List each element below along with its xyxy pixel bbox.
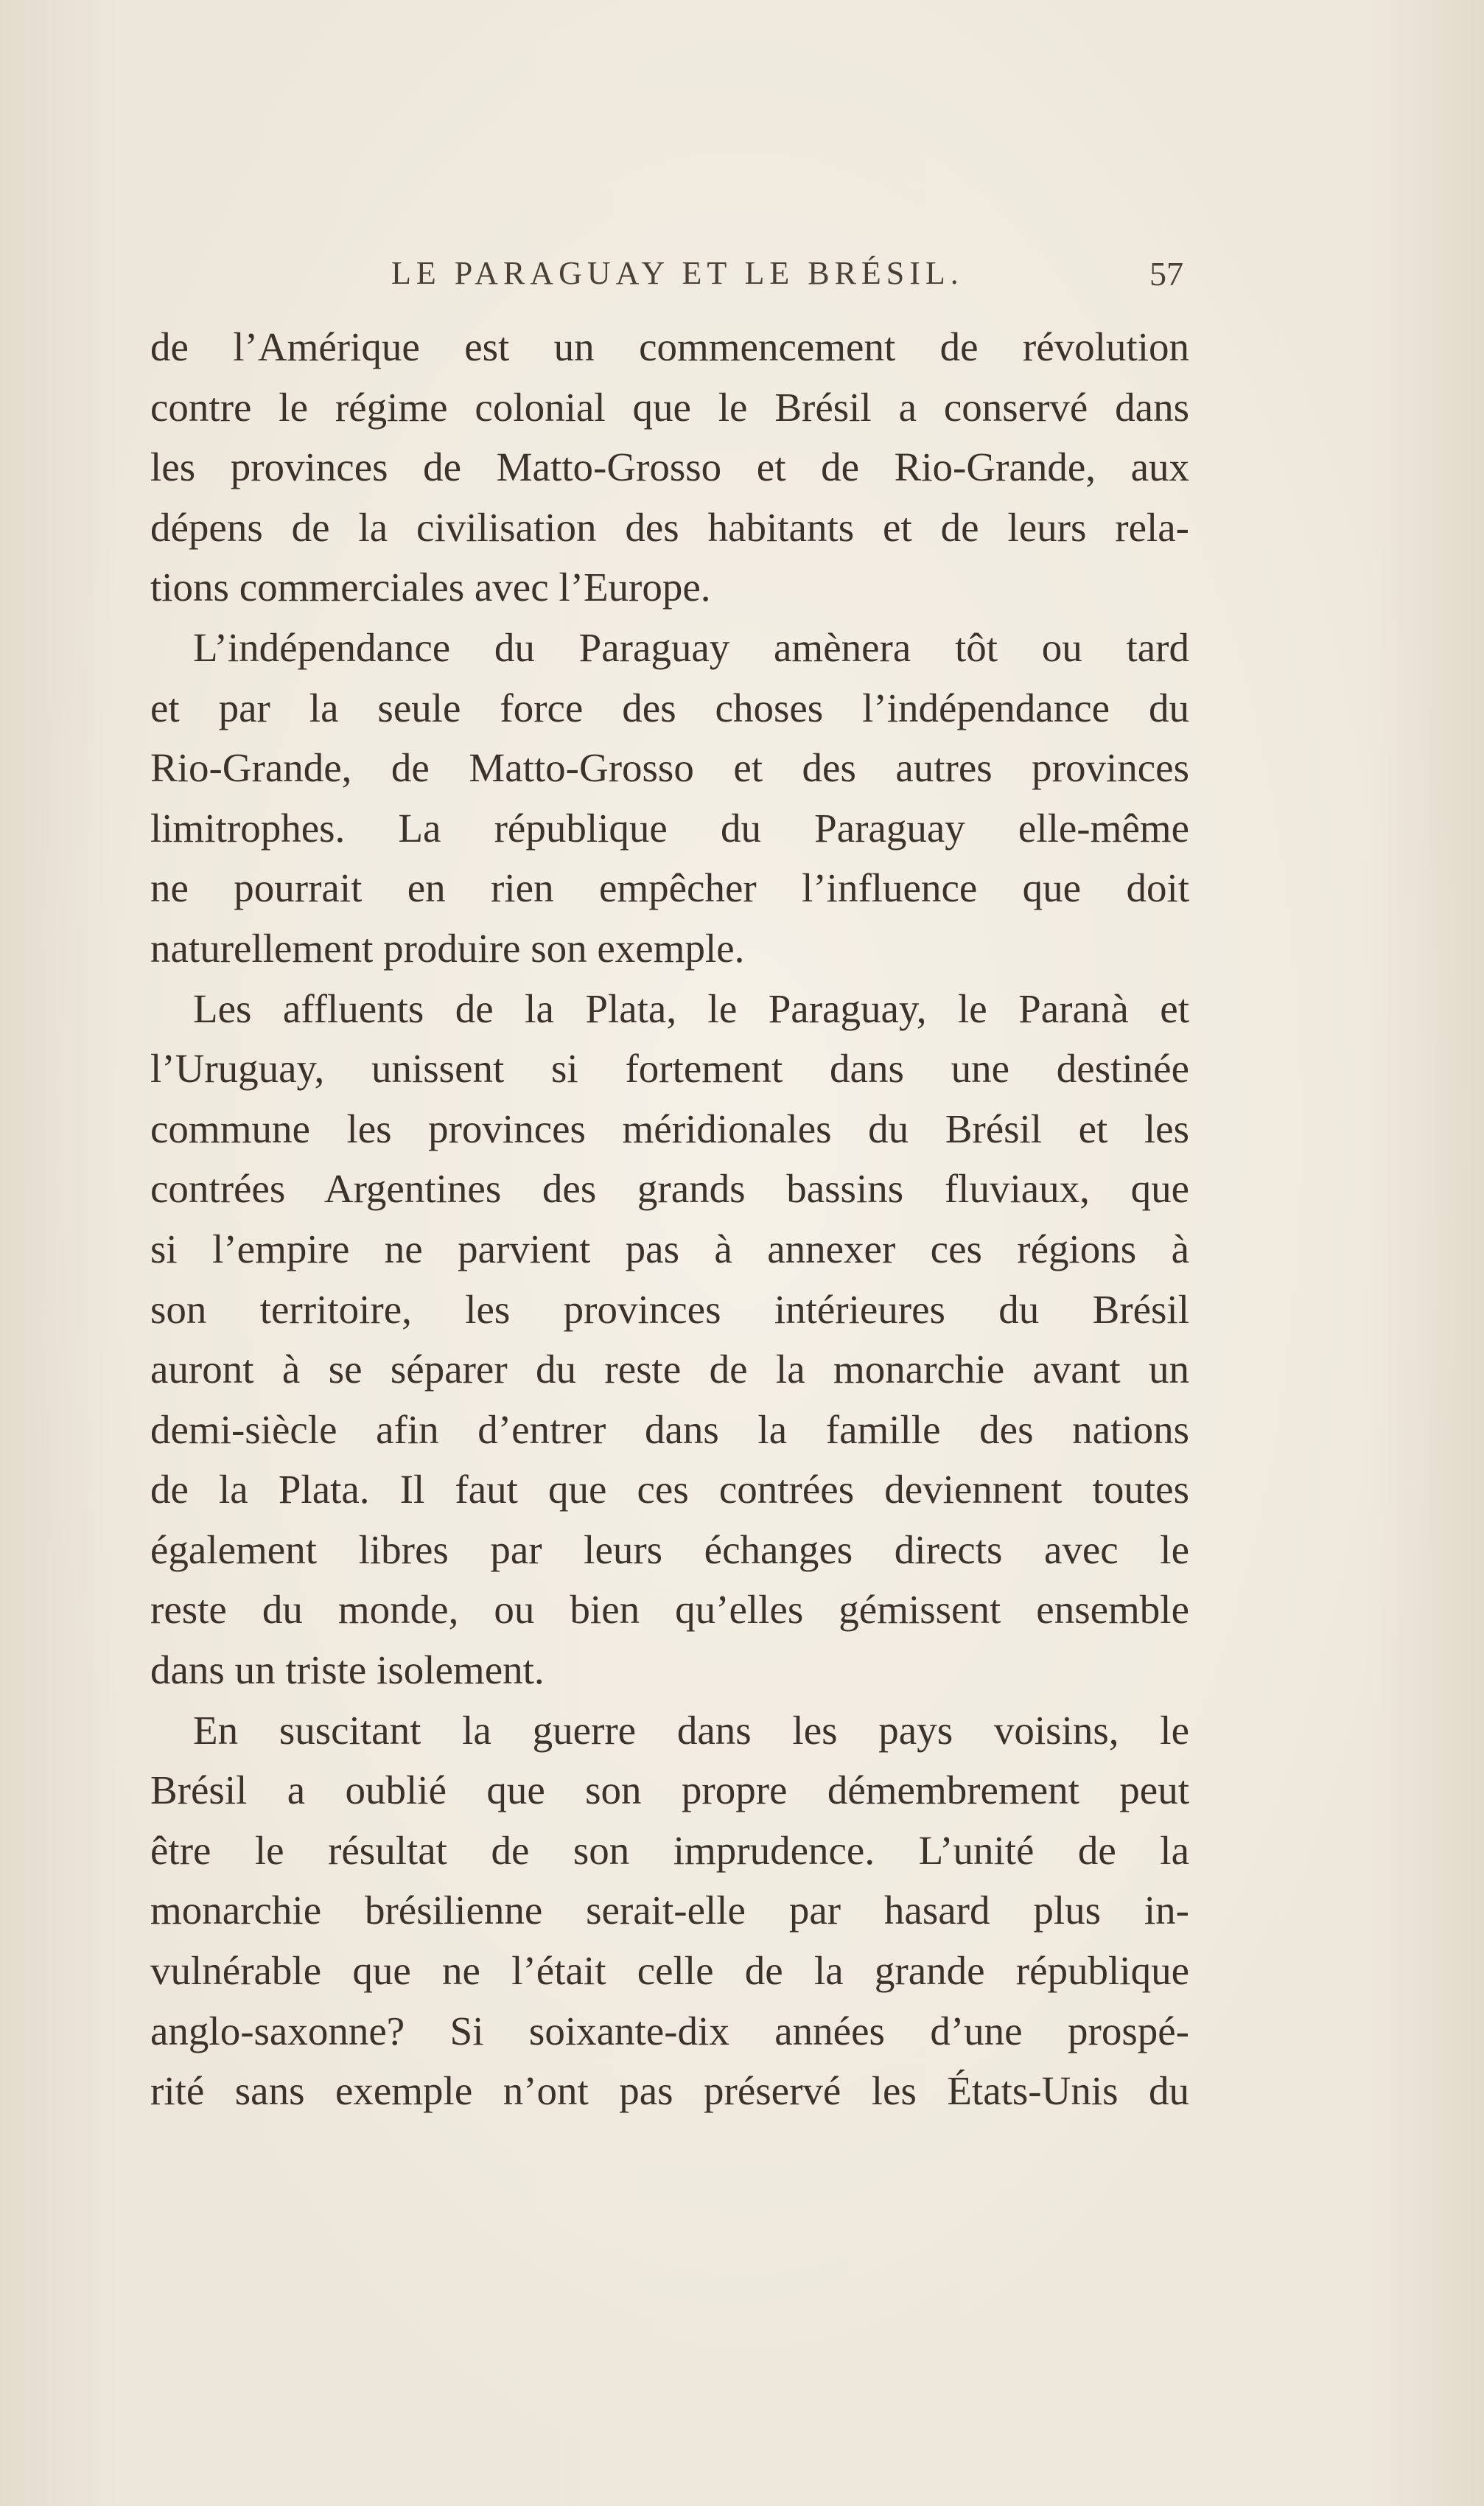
page-header	[152, 254, 1183, 313]
text-line: dépens de la civilisation des habitants et de leurs rela-	[150, 504, 1189, 550]
text-line: tions commerciales avec l’Europe.	[150, 565, 711, 610]
text-line: Brésil a oublié que son propre démembrement peut	[150, 1767, 1189, 1813]
text-line: L’indépendance du Paraguay amènera tôt ou tard	[193, 624, 1189, 670]
text-line: de la Plata. Il faut que ces contrées deviennent toutes	[150, 1467, 1189, 1512]
text-line: Rio-Grande, de Matto-Grosso et des autres provinces	[150, 745, 1189, 791]
text-line: Les affluents de la Plata, le Paraguay, le Paranà et	[193, 985, 1189, 1031]
text-line: reste du monde, ou bien qu’elles gémissent ensemble	[150, 1587, 1189, 1633]
text-line: les provinces de Matto-Grosso et de Rio-Grande, aux	[150, 444, 1189, 490]
text-line: ne pourrait en rien empêcher l’influence que doit	[150, 865, 1189, 911]
text-line: et par la seule force des choses l’indépendance du	[150, 685, 1189, 730]
text-line: limitrophes. La république du Paraguay elle-même	[150, 805, 1189, 851]
text-line: être le résultat de son imprudence. L’unité de la	[150, 1827, 1189, 1873]
text-line: l’Uruguay, unissent si fortement dans une destinée	[150, 1046, 1189, 1092]
text-line: commune les provinces méridionales du Brésil et les	[150, 1106, 1189, 1151]
text-line: En suscitant la guerre dans les pays voisins, le	[193, 1707, 1189, 1753]
text-line: contrées Argentines des grands bassins fluviaux, que	[150, 1166, 1189, 1212]
text-line: contre le régime colonial que le Brésil a conservé dans	[150, 384, 1189, 430]
text-line: également libres par leurs échanges directs avec le	[150, 1526, 1189, 1572]
text-line: dans un triste isolement.	[150, 1647, 545, 1693]
text-line: naturellement produire son exemple.	[150, 925, 745, 971]
page-number: 57	[1149, 255, 1183, 293]
text-line: vulnérable que ne l’était celle de la grande république	[150, 1948, 1189, 1994]
text-line: son territoire, les provinces intérieures du Brésil	[150, 1286, 1189, 1332]
body-text	[150, 317, 1189, 2121]
running-title: LE PARAGUAY ET LE BRÉSIL.	[391, 255, 964, 291]
text-line: rité sans exemple n’ont pas préservé les États-Unis du	[150, 2068, 1189, 2114]
text-line: demi-siècle afin d’entrer dans la famille des nations	[150, 1406, 1189, 1452]
text-line: anglo-saxonne? Si soixante-dix années d’une prospé-	[150, 2008, 1189, 2053]
text-line: de l’Amérique est un commencement de révolution	[150, 324, 1189, 369]
text-line: auront à se séparer du reste de la monarchie avant un	[150, 1347, 1189, 1392]
text-line: monarchie brésilienne serait-elle par hasard plus in-	[150, 1888, 1189, 1933]
text-line: si l’empire ne parvient pas à annexer ces régions à	[150, 1226, 1189, 1271]
